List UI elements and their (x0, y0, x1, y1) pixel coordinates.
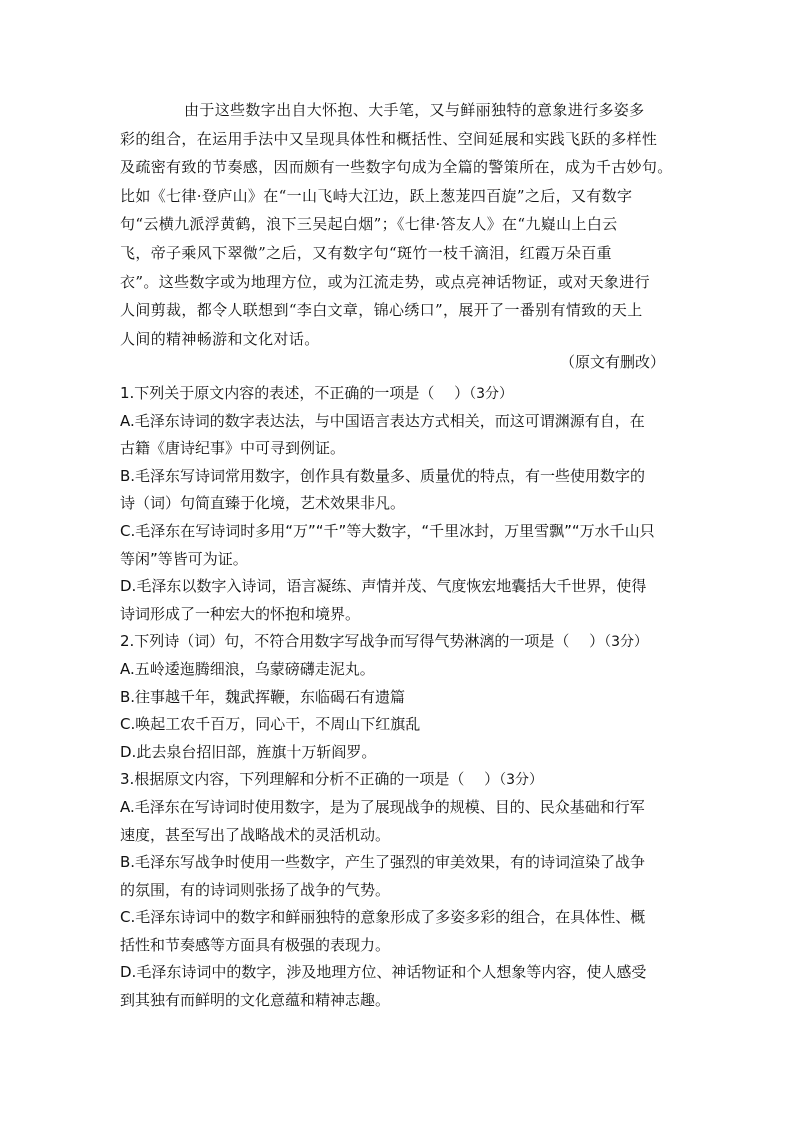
question-1-stem (120, 380, 685, 408)
option-line: 等闲”等皆可为证。 (120, 549, 248, 568)
passage-line: 衣”。这些数字或为地理方位，或为江流走势，或点亮神话物证，或对天象进行 (120, 272, 650, 291)
question-stem-text: 3.根据原文内容，下列理解和分析不正确的一项是（ ） (120, 770, 500, 789)
option-line: C.毛泽东在写诗词时多用“万”“千”等大数字，“千里冰封，万里雪飘”“万水千山只 (120, 521, 655, 540)
passage-line: 由于这些数字出自大怀抱、大手笔，又与鲜丽独特的意象进行多姿多 (184, 101, 645, 119)
option-line: 诗词形成了一种宏大的怀抱和境界。 (120, 604, 361, 623)
option-line: 括性和节奏感等方面具有极强的表现力。 (120, 935, 391, 954)
option-line: A.五岭逶迤腾细浪，乌蒙磅礴走泥丸。 (120, 659, 375, 678)
passage-line: 飞，帝子乘风下翠微”之后，又有数字句“斑竹一枝千滴泪，红霞万朵百重 (120, 243, 612, 262)
passage-line: 人间的精神畅游和文化对话。 (120, 329, 320, 348)
question-section (120, 380, 685, 1015)
option-line: C.毛泽东诗词中的数字和鲜丽独特的意象形成了多姿多彩的组合，在具体性、概 (120, 908, 646, 927)
question-stem-text: 2.下列诗（词）句，不符合用数字写战争而写得气势淋漓的一项是（ ） (120, 632, 605, 651)
passage-line: 人间剪裁，都令人联想到“李白文章，锦心绣口”，展开了一番别有情致的天上 (120, 301, 643, 320)
question-stem-text: 1.下列关于原文内容的表述，不正确的一项是（ ） (120, 384, 470, 402)
passage-line: 句“云横九派浮黄鹤，浪下三吴起白烟”；《七律·答友人》在“九嶷山上白云 (120, 215, 618, 234)
option-line: B.毛泽东写战争时使用一些数字，产生了强烈的审美效果，有的诗词渲染了战争 (120, 853, 646, 872)
source-note: （原文有删改） (559, 353, 665, 371)
question-score: （3分） (469, 386, 514, 402)
option-line: A.毛泽东诗词的数字表达法，与中国语言表达方式相关，而这可谓渊源有自，在 (120, 411, 645, 430)
reading-passage (120, 96, 680, 353)
question-3-stem (120, 766, 685, 794)
option-line: 到其独有而鲜明的文化意蕴和精神志趣。 (120, 991, 391, 1010)
option-line: 古籍《唐诗纪事》中可寻到例证。 (120, 439, 346, 458)
passage-line: 比如《七律·登庐山》在“一山飞峙大江边，跃上葱茏四百旋”之后，又有数字 (120, 186, 633, 205)
option-line: 诗（词）句简直臻于化境，艺术效果非凡。 (120, 494, 406, 513)
option-line: 的氛围，有的诗词则张扬了战争的气势。 (120, 880, 391, 899)
option-line: C.唤起工农千百万，同心干，不周山下红旗乱 (120, 715, 421, 734)
passage-line: 彩的组合，在运用手法中又呈现具体性和概括性、空间延展和实践飞跃的多样性 (120, 129, 658, 148)
option-line: B.往事越千年，魏武挥鞭，东临碣石有遗篇 (120, 687, 406, 706)
question-2-stem (120, 628, 685, 656)
question-score: （3分） (499, 772, 544, 789)
option-line: B.毛泽东写诗词常用数字，创作具有数量多、质量优的特点，有一些使用数字的 (120, 466, 646, 485)
option-line: D.毛泽东以数字入诗词，语言凝练、声情并茂、气度恢宏地囊括大千世界，使得 (120, 577, 647, 596)
option-line: D.毛泽东诗词中的数字，涉及地理方位、神话物证和个人想象等内容，使人感受 (120, 963, 647, 982)
question-score: （3分） (604, 634, 649, 651)
option-line: 速度，甚至写出了战略战术的灵活机动。 (120, 825, 391, 844)
option-line: D.此去泉台招旧部，旌旗十万斩阎罗。 (120, 742, 377, 761)
option-line: A.毛泽东在写诗词时使用数字，是为了展现战争的规模、目的、民众基础和行军 (120, 797, 645, 816)
passage-line: 及疏密有致的节奏感，因而颇有一些数字句成为全篇的警策所在，成为千古妙句。 (120, 158, 673, 177)
